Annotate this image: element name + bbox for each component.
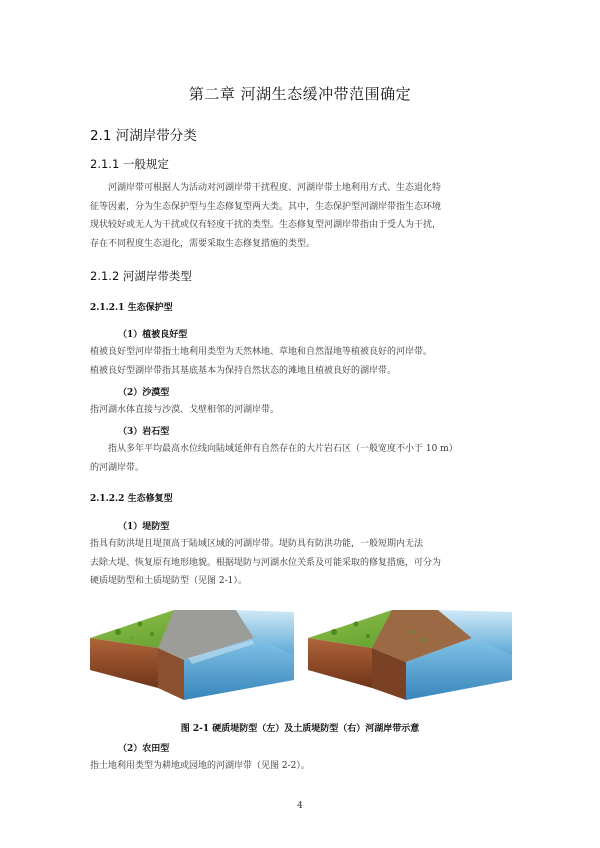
paragraph-line: 指具有防洪堤且堤顶高于陆域区域的河湖岸带。堤防具有防洪功能，一般短期内无法 xyxy=(90,539,424,549)
page-number: 4 xyxy=(297,801,303,811)
section-heading-2-1-2-1: 2.1.2.1 生态保护型 xyxy=(90,303,173,313)
paragraph-line: 河湖岸带可根据人为活动对河湖岸带干扰程度、河湖岸带土地利用方式、生态退化特 xyxy=(108,183,442,193)
subheading-farmland: （2）农田型 xyxy=(118,744,170,754)
paragraph-line: 指河湖水体直接与沙漠、戈壁相邻的河湖岸带。 xyxy=(90,405,280,415)
section-heading-2-1: 2.1 河湖岸带分类 xyxy=(90,128,197,144)
section-heading-2-1-1: 2.1.1 一般规定 xyxy=(90,157,169,171)
paragraph-line: 去除大堤、恢复原有地形地貌。根据堤防与河湖水位关系及可能采取的修复措施，可分为 xyxy=(90,557,442,568)
paragraph-rock xyxy=(90,440,522,477)
paragraph-vegetation xyxy=(90,343,522,380)
hard-dike-diagram xyxy=(90,610,294,700)
paragraph-line: 的河湖岸带。 xyxy=(90,462,145,473)
section-heading-2-1-2-2: 2.1.2.2 生态修复型 xyxy=(90,494,173,504)
paragraph-line: 硬质堤防型和土质堤防型（见图 2-1）。 xyxy=(90,576,247,586)
subheading-vegetation: （1）植被良好型 xyxy=(118,330,188,340)
paragraph-line: 植被良好型河岸带指土地利用类型为天然林地、草地和自然湿地等植被良好的河岸带。 xyxy=(90,347,433,357)
section-heading-2-1-2: 2.1.2 河湖岸带类型 xyxy=(90,269,192,283)
subheading-rock: （3）岩石型 xyxy=(118,427,170,437)
riverbank-illustration xyxy=(88,598,518,710)
paragraph-farmland xyxy=(90,757,522,776)
subheading-dike: （1）堤防型 xyxy=(118,522,170,532)
paragraph-desert xyxy=(90,401,522,420)
paragraph-line: 现状较好或无人为干扰或仅有轻度干扰的类型。生态修复型河湖岸带指由于受人为干扰， xyxy=(90,220,442,230)
chapter-title: 第二章 河湖生态缓冲带范围确定 xyxy=(188,85,412,103)
earth-dike-diagram xyxy=(308,610,512,700)
subheading-desert: （2）沙漠型 xyxy=(118,388,170,398)
paragraph-line: 指土地利用类型为耕地或园地的河湖岸带（见图 2-2）。 xyxy=(90,761,310,771)
paragraph-line: 存在不同程度生态退化，需要采取生态修复措施的类型。 xyxy=(90,238,316,249)
paragraph-line: 征等因素，分为生态保护型与生态修复型两大类。其中，生态保护型河湖岸带指生态环境 xyxy=(90,201,442,212)
paragraph-line: 植被良好型湖岸带指其基底基本为保持自然状态的滩地且植被良好的湖岸带。 xyxy=(90,365,397,376)
paragraph-general-rules xyxy=(90,179,522,253)
figure-caption: 图 2-1 硬质堤防型（左）及土质堤防型（右）河湖岸带示意 xyxy=(180,724,420,734)
paragraph-line: 指从多年平均最高水位线向陆域延伸有自然存在的大片岩石区（一般宽度不小于 10 m） xyxy=(108,444,458,454)
paragraph-dike xyxy=(90,535,522,591)
